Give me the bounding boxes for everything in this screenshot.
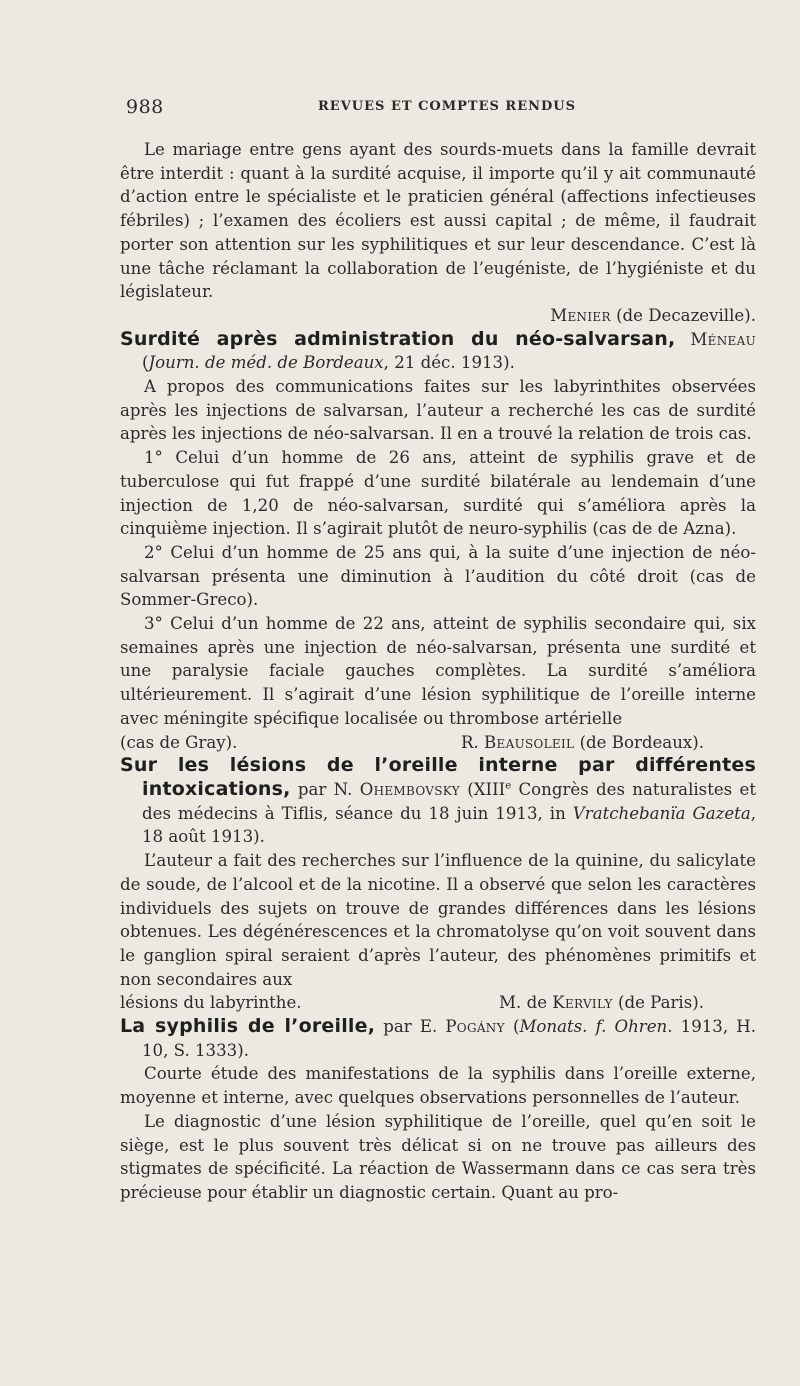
article-by: par E. — [383, 1017, 438, 1037]
article-by: par N. — [297, 779, 353, 799]
journal-name: Monats. f. Ohren — [519, 1017, 668, 1037]
source-details: , 18 août 1913). — [142, 803, 756, 847]
source-details: (XIII — [467, 779, 506, 799]
signature-line — [120, 991, 756, 1015]
signature — [499, 991, 704, 1015]
article-paragraph: 2° Celui d’un homme de 25 ans qui, à la suite d’une injection de néo-salvarsan présenta une diminution à l’audition du côté droit (cas de Sommer-Greco). — [120, 542, 756, 610]
article-heading — [120, 328, 756, 375]
paragraph-last-line: lésions du labyrinthe. — [120, 993, 302, 1013]
running-title: REVUES ET COMPTES RENDUS — [318, 99, 576, 114]
article-paragraph: L’auteur a fait des recherches sur l’influence de la quinine, du salicylate de soude, de l’alcool et de la nicotine. Il a observé que selon les caractères individuels des sujets on trouve de grandes différences dans les lésions obtenues. Les dégénérescences et la chromatolyse qu’on voit souvent dans le ganglion spiral seraient d’après l’auteur, des phénomènes primitifs et non secondaires aux — [120, 851, 756, 989]
source-details: , 21 déc. 1913). — [383, 353, 515, 373]
signature-place: (de Paris). — [617, 993, 704, 1013]
source-paren: ( — [512, 1017, 520, 1037]
signature-initial: R. — [460, 732, 479, 752]
article-title: Sur les lésions de l’oreille interne par différentes intoxications, — [120, 754, 756, 800]
article-author: Pogány — [445, 1017, 505, 1037]
article-paragraph: Le diagnostic d’une lésion syphilitique de l’oreille, quel qu’en soit le siège, est le plus souvent très délicat si on ne trouve pas ailleurs des stigmates de spécificité. La réaction de Wassermann dans ce cas sera très précieuse pour établir un diagnostic certain. Quant au pro- — [120, 1111, 756, 1202]
intro-paragraph: Le mariage entre gens ayant des sourds-muets dans la famille devrait être interdit : quant à la surdité acquise, il importe qu’il y ait communauté d’action entre le spécialiste et le praticien général (affections infectieuses fébriles) ; l’examen des écoliers est aussi capital ; de même, il faudrait porter son attention sur les syphilitiques et sur leur descendance. C’est là une tâche réclamant la collaboration de l’eugéniste, de l’hygiéniste et du législateur. — [120, 140, 756, 302]
page-header — [118, 96, 768, 120]
article-paragraph: 3° Celui d’un homme de 22 ans, atteint de syphilis secondaire qui, six semaines après une injection de néo-salvarsan, présenta une surdité et une paralysie faciale gauches complètes. La surdité s’améliora ultérieurement. Il s’agirait d’une lésion syphilitique de l’oreille interne avec méningite spécifique localisée ou thrombose artérielle — [120, 614, 756, 728]
source-details: . 1913, H. 10, S. 1333). — [142, 1017, 757, 1060]
article-paragraph: A propos des communications faites sur les labyrinthites observées après les injections de salvarsan, l’auteur a recherché les cas de surdité après les injections de néo-salvarsan. Il en a trouvé la relation de trois cas. — [120, 377, 756, 444]
article-title: La syphilis de l’oreille, — [120, 1015, 376, 1038]
article-heading — [120, 1015, 756, 1062]
signature — [461, 731, 704, 755]
source-paren: ( — [142, 353, 149, 373]
article-author: Ohembovsky — [359, 779, 460, 799]
article-paragraph: Courte étude des manifestations de la syphilis dans l’oreille externe, moyenne et interne, avec quelques observations personnelles de l’auteur. — [120, 1064, 756, 1108]
signature — [120, 304, 756, 328]
article-paragraph: 1° Celui d’un homme de 26 ans, atteint de syphilis grave et de tuberculose qui fut frappé d’une surdité bilatérale au lendemain d’une injection de 1,20 de néo-salvarsan, surdité qui s’améliora après la cinquième injection. Il s’agirait plutôt de neuro-syphilis (cas de de Azna). — [120, 448, 756, 539]
article-title: Surdité après administration du néo-salvarsan, — [120, 327, 676, 350]
signature-name: Kervily — [552, 993, 613, 1013]
signature-initial: M. de — [499, 993, 548, 1013]
article-heading — [120, 754, 756, 849]
signature-place: (de Bordeaux). — [579, 732, 704, 752]
paragraph-last-line: (cas de Gray). — [120, 732, 238, 752]
article-author: Méneau — [690, 329, 756, 349]
journal-name: Vratchebanïa Gazeta — [572, 803, 751, 823]
signature-line — [120, 731, 756, 755]
signature-place: (de Decazeville). — [616, 305, 756, 325]
text-column — [120, 138, 756, 1205]
signature-name: Beausoleil — [484, 732, 575, 752]
source-superscript: e — [505, 780, 512, 792]
journal-name: Journ. de méd. de Bordeaux — [148, 353, 384, 373]
source-details: Congrès des naturalistes et des médecins à Tiflis, séance du 18 juin 1913, in — [142, 779, 757, 823]
page-number: 988 — [126, 96, 164, 118]
signature-name: Menier — [550, 305, 611, 325]
